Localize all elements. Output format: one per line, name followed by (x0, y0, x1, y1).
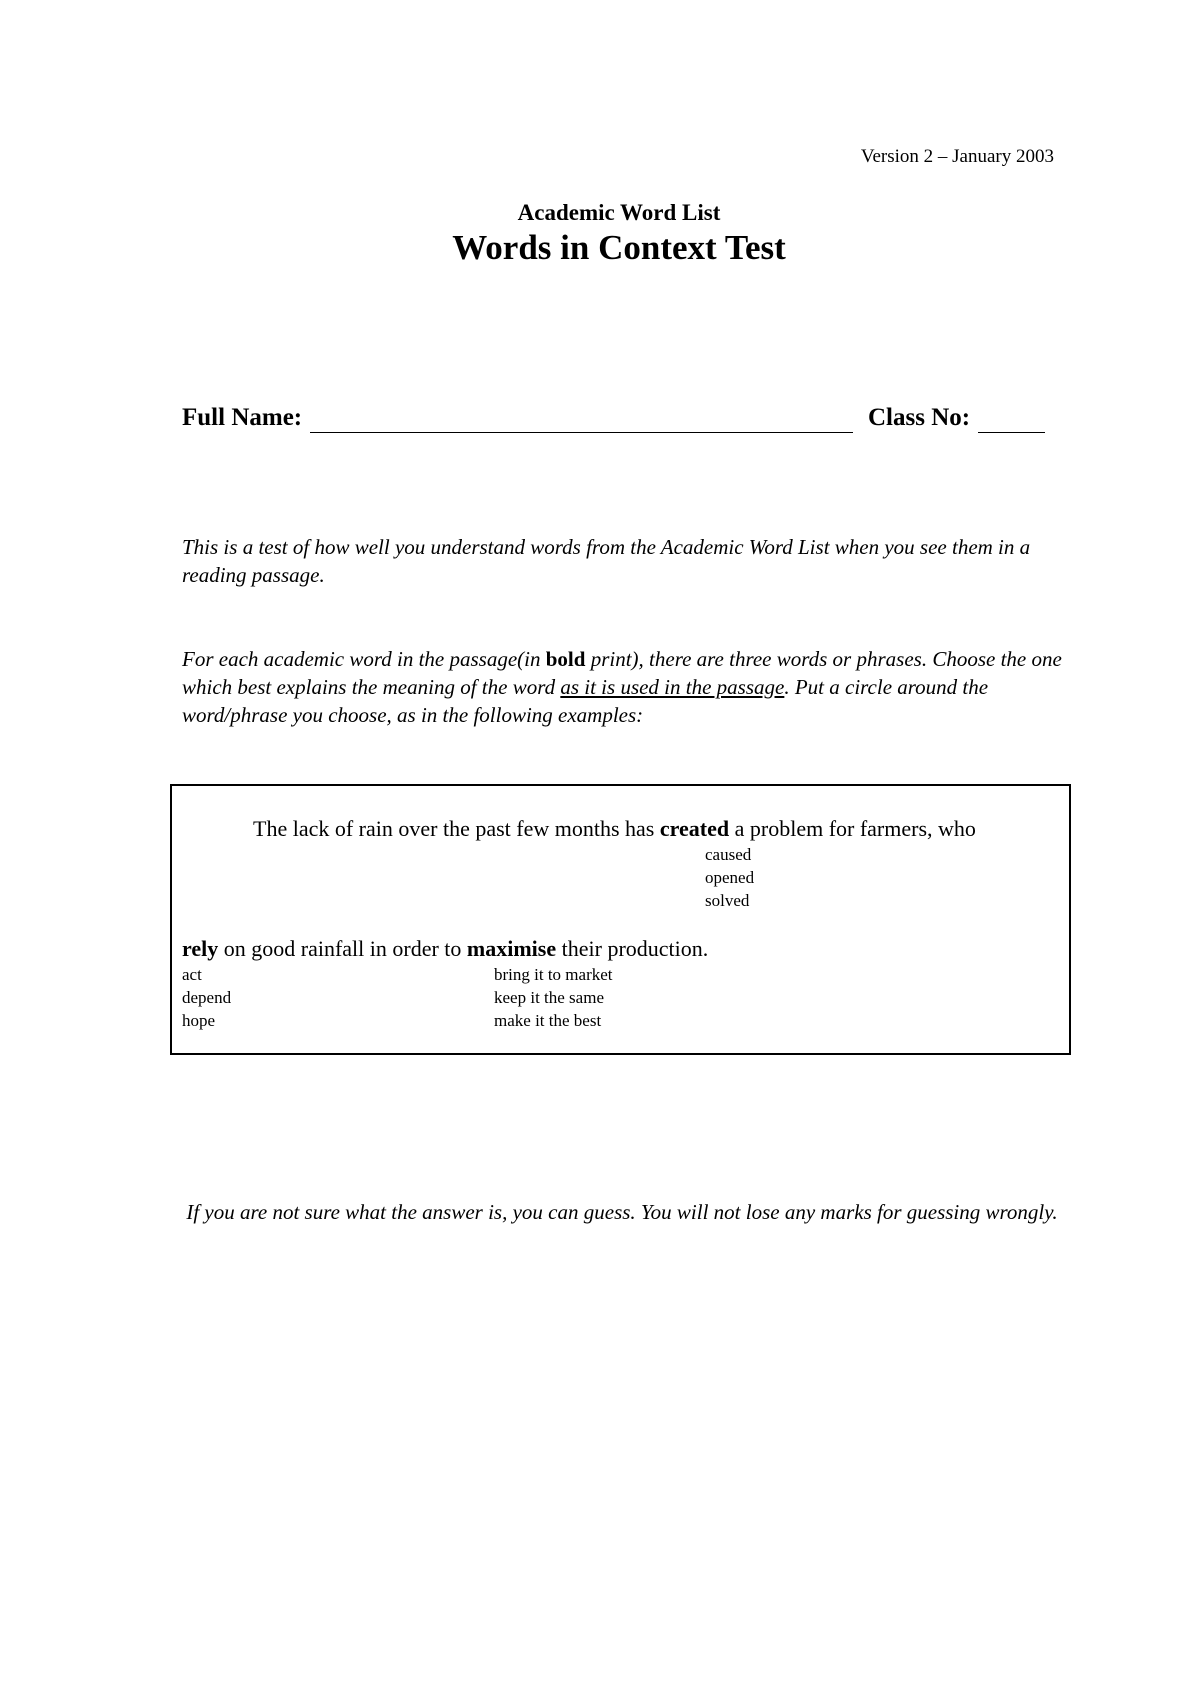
class-no-label: Class No: (868, 404, 971, 431)
option-bring-it-to-market[interactable]: bring it to market (494, 965, 613, 984)
option-opened[interactable]: opened (705, 868, 755, 887)
example-text-middle: on good rainfall in order to (218, 936, 467, 961)
how-to-instructions (182, 645, 1062, 729)
example-sentence-line-1 (253, 816, 976, 842)
how-to-text-3: . Put a circle around the word/phrase you choose, as in the following examples: (182, 675, 989, 727)
option-depend[interactable]: depend (182, 988, 232, 1007)
example-word-rely: rely (182, 936, 219, 961)
example-word-created: created (659, 816, 730, 841)
how-to-text-1: For each academic word in the passage(in (182, 647, 546, 671)
example-text-after-created: a problem for farmers, who (729, 816, 976, 841)
option-caused[interactable]: caused (705, 845, 752, 864)
example-word-maximise: maximise (466, 936, 557, 961)
how-to-text-2: print), there are three words or phrases. Choose the one which best explains the meaning of the word (182, 647, 1062, 699)
how-to-bold-word: bold (545, 647, 586, 671)
full-name-label: Full Name: (182, 404, 303, 431)
options-created (705, 843, 754, 912)
option-hope[interactable]: hope (182, 1011, 216, 1030)
option-keep-it-the-same[interactable]: keep it the same (494, 988, 604, 1007)
options-rely (182, 963, 231, 1032)
options-maximise (494, 963, 613, 1032)
guessing-note: If you are not sure what the answer is, you can guess. You will not lose any marks for guessing wrongly. (186, 1200, 1058, 1224)
option-make-it-the-best[interactable]: make it the best (494, 1011, 602, 1030)
version-date: Version 2 – January 2003 (860, 146, 1054, 167)
how-to-underlined-phrase: as it is used in the passage (560, 675, 785, 699)
example-sentence-line-2 (182, 936, 708, 962)
example-text-before-created: The lack of rain over the past few months has (253, 816, 660, 841)
full-name-blank-line[interactable] (310, 432, 853, 433)
intro-instructions: This is a test of how well you understand words from the Academic Word List when you see them in a reading passage. (182, 535, 1031, 587)
document-subtitle: Academic Word List (517, 200, 721, 225)
document-title: Words in Context Test (452, 228, 786, 267)
class-no-blank-line[interactable] (978, 432, 1045, 433)
option-solved[interactable]: solved (705, 891, 750, 910)
option-act[interactable]: act (182, 965, 202, 984)
example-text-after-maximise: their production. (556, 936, 709, 961)
